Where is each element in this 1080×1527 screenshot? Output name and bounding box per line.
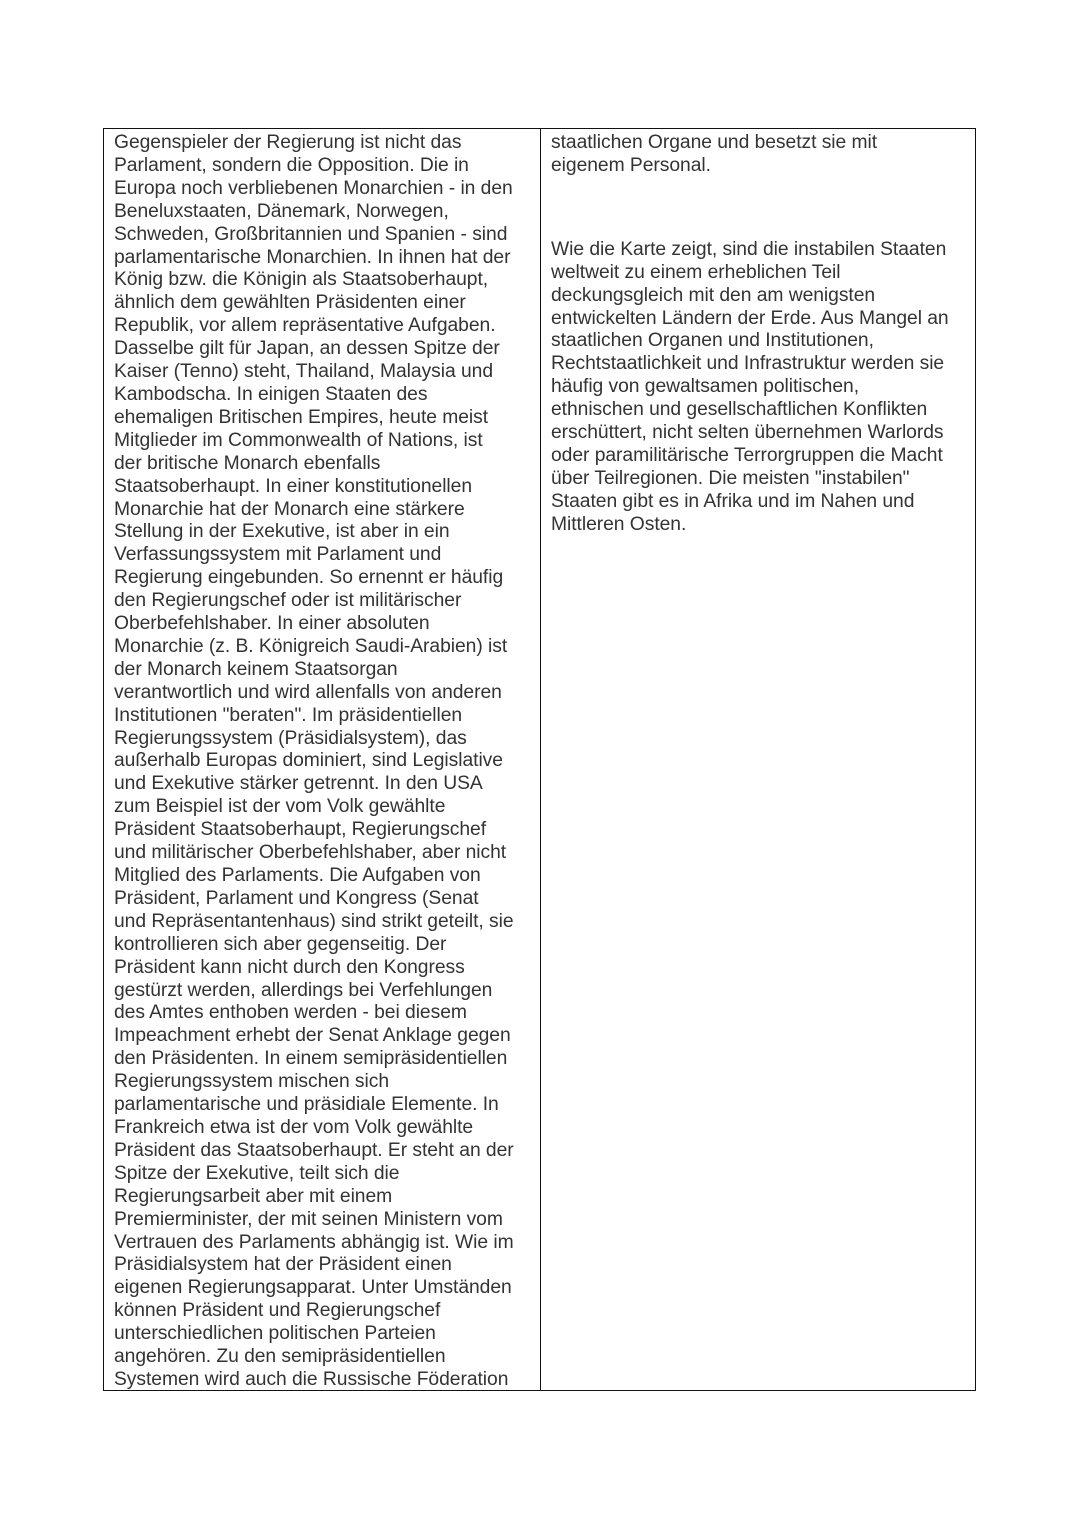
text-line: Kaiser (Tenno) steht, Thailand, Malaysia und — [114, 361, 493, 383]
text-line: Präsident Staatsoberhaupt, Regierungschef — [114, 819, 487, 841]
text-line: und militärischer Oberbefehlshaber, aber nicht — [114, 842, 507, 864]
text-line: Premierminister, der mit seinen Ministern vom — [114, 1208, 503, 1230]
text-line: Monarchie hat der Monarch eine stärkere — [114, 498, 465, 520]
text-line: und Exekutive stärker getrennt. In den USA — [114, 773, 483, 795]
text-line: Regierungsarbeit aber mit einem — [114, 1185, 393, 1207]
text-line: Staaten gibt es in Afrika und im Nahen und — [551, 490, 915, 512]
text-line: Mitglied des Parlaments. Die Aufgaben von — [114, 865, 481, 886]
two-column-text-table — [103, 128, 976, 1391]
text-line: weltweit zu einem erheblichen Teil — [551, 261, 841, 283]
text-line: Wie die Karte zeigt, sind die instabilen Staaten — [551, 238, 947, 260]
text-line: staatlichen Organen und Institutionen, — [551, 330, 874, 352]
text-line: Dasselbe gilt für Japan, an dessen Spitze der — [114, 338, 500, 360]
text-line: der britische Monarch ebenfalls — [114, 452, 381, 474]
text-line: König bzw. die Königin als Staatsoberhaupt, — [114, 269, 489, 291]
text-line: Präsident, Parlament und Kongress (Senat — [114, 887, 479, 909]
text-line: Schweden, Großbritannien und Spanien - sind — [114, 223, 508, 245]
text-line: Spitze der Exekutive, teilt sich die — [114, 1162, 400, 1184]
left-column-cell — [104, 129, 541, 1390]
text-line: entwickelten Ländern der Erde. Aus Mangel an — [551, 307, 949, 329]
text-line: Mittleren Osten. — [551, 513, 687, 535]
text-line: Impeachment erhebt der Senat Anklage gegen — [114, 1025, 511, 1047]
right-column-paragraph-continuation — [551, 132, 969, 178]
text-line: Monarchie (z. B. Königreich Saudi-Arabien) ist — [114, 635, 508, 657]
text-line: Regierungssystem mischen sich — [114, 1071, 390, 1093]
text-line: kontrollieren sich aber gegenseitig. Der — [114, 933, 447, 955]
text-line: angehören. Zu den semipräsidentiellen — [114, 1346, 446, 1368]
text-line: Vertrauen des Parlaments abhängig ist. Wie im — [114, 1231, 514, 1253]
text-line: gestürzt werden, allerdings bei Verfehlungen — [114, 979, 493, 1001]
text-line: Stellung in der Exekutive, ist aber in ein — [114, 521, 450, 543]
text-line: der Monarch keinem Staatsorgan — [114, 658, 398, 680]
text-line: Frankreich etwa ist der vom Volk gewählte — [114, 1116, 474, 1138]
text-line: parlamentarische und präsidiale Elemente. In — [114, 1094, 499, 1116]
text-line: Regierungssystem (Präsidialsystem), das — [114, 727, 467, 749]
text-line: und Repräsentantenhaus) sind strikt geteilt, sie — [114, 910, 514, 932]
text-line: Systemen wird auch die Russische Föderation — [114, 1368, 509, 1390]
text-line: häufig von gewaltsamen politischen, — [551, 376, 860, 398]
text-line: Verfassungssystem mit Parlament und — [114, 544, 442, 566]
text-line: Oberbefehlshaber. In einer absoluten — [114, 613, 430, 635]
text-line: ähnlich dem gewählten Präsidenten einer — [114, 292, 466, 314]
text-line: Mitglieder im Commonwealth of Nations, ist — [114, 429, 483, 451]
text-line: staatlichen Organe und besetzt sie mit — [551, 132, 878, 153]
text-line: parlamentarische Monarchien. In ihnen hat der — [114, 246, 511, 268]
text-line: Staatsoberhaupt. In einer konstitutionellen — [114, 475, 473, 497]
text-line: außerhalb Europas dominiert, sind Legislative — [114, 750, 503, 772]
text-line: den Präsidenten. In einem semipräsidentiellen — [114, 1048, 508, 1070]
text-line: des Amtes enthoben werden - bei diesem — [114, 1002, 467, 1024]
text-line: verantwortlich und wird allenfalls von anderen — [114, 681, 502, 703]
text-line: über Teilregionen. Die meisten "instabilen" — [551, 467, 910, 489]
text-line: oder paramilitärische Terrorgruppen die Macht — [551, 444, 943, 466]
right-column-paragraph-instabile-staaten — [551, 239, 969, 537]
right-column-cell — [541, 129, 975, 1390]
text-line: Parlament, sondern die Opposition. Die in — [114, 154, 469, 176]
text-line: Regierung eingebunden. So ernennt er häufig — [114, 567, 504, 589]
text-line: Rechtstaatlichkeit und Infrastruktur werden sie — [551, 353, 945, 375]
text-line: Gegenspieler der Regierung ist nicht das — [114, 132, 462, 153]
text-line: ehemaligen Britischen Empires, heute meist — [114, 406, 489, 428]
paragraph-gap — [551, 178, 969, 239]
left-column-paragraph — [114, 132, 532, 1390]
text-line: Kambodscha. In einigen Staaten des — [114, 383, 428, 405]
text-line: den Regierungschef oder ist militärischer — [114, 590, 462, 612]
text-line: Republik, vor allem repräsentative Aufgaben. — [114, 315, 496, 337]
text-line: zum Beispiel ist der vom Volk gewählte — [114, 796, 446, 818]
text-line: Institutionen "beraten". Im präsidentiellen — [114, 704, 463, 726]
text-line: deckungsgleich mit den am wenigsten — [551, 284, 876, 306]
text-line: Beneluxstaaten, Dänemark, Norwegen, — [114, 200, 449, 222]
text-line: Präsident das Staatsoberhaupt. Er steht an der — [114, 1139, 514, 1161]
text-line: eigenem Personal. — [551, 154, 711, 176]
text-line: ethnischen und gesellschaftlichen Konflikten — [551, 399, 928, 421]
text-line: unterschiedlichen politischen Parteien — [114, 1323, 436, 1345]
text-line: eigenen Regierungsapparat. Unter Umständen — [114, 1277, 512, 1299]
text-line: erschüttert, nicht selten übernehmen Warlords — [551, 422, 944, 444]
text-line: können Präsident und Regierungschef — [114, 1300, 441, 1322]
text-line: Europa noch verbliebenen Monarchien - in den — [114, 177, 513, 199]
text-line: Präsident kann nicht durch den Kongress — [114, 956, 465, 978]
text-line: Präsidialsystem hat der Präsident einen — [114, 1254, 452, 1276]
